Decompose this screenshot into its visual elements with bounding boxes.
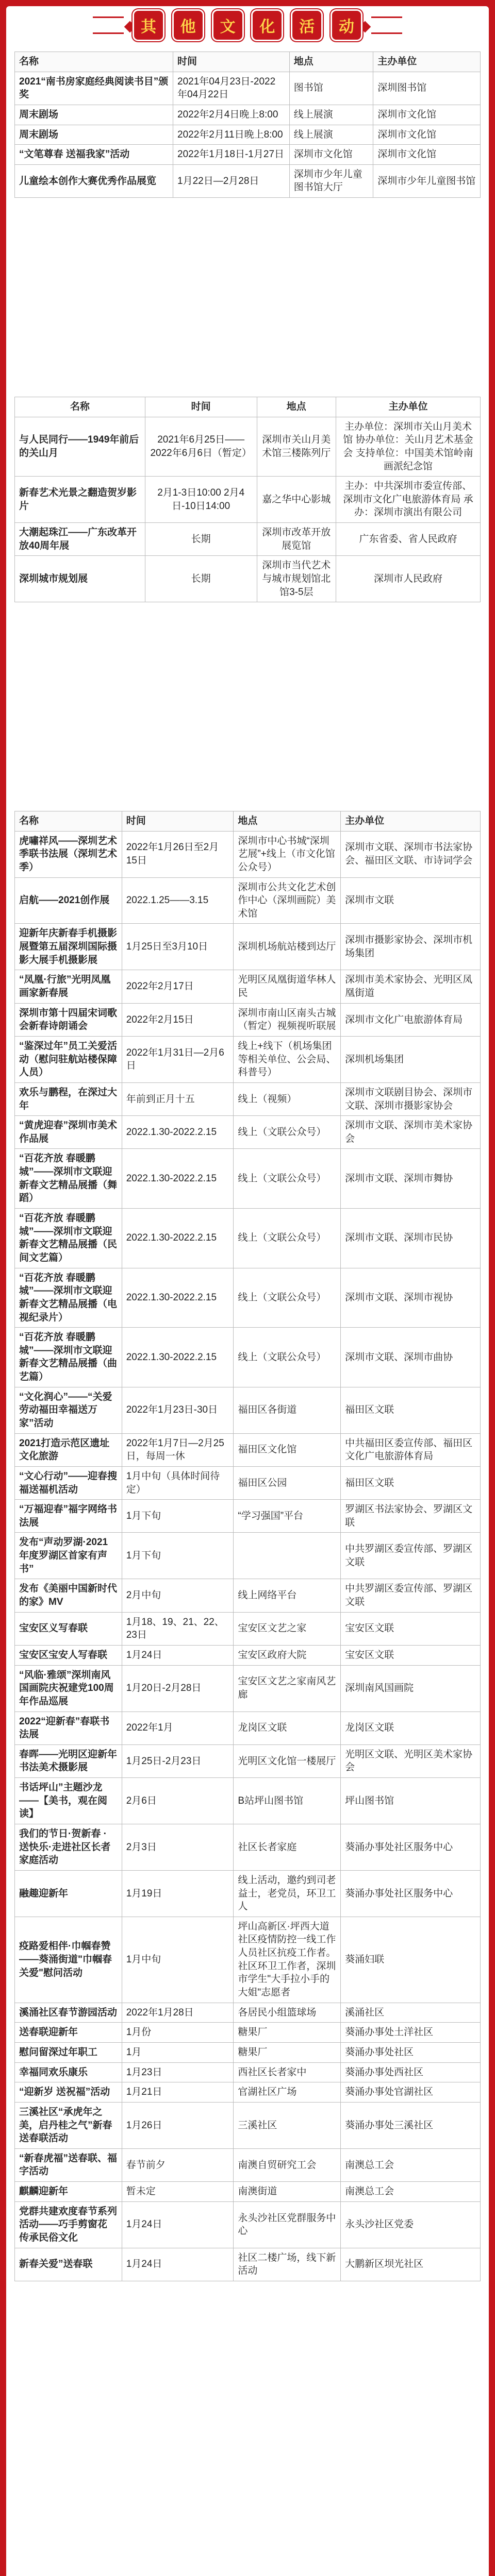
cell-name: “凤凰·行旅”光明凤凰画家新春展 [15,970,122,1003]
cell-time: 2022年1月28日 [122,2003,234,2023]
cell-time: 1月中旬（具体时间待定） [122,1466,234,1499]
title-char: 他 [174,11,203,40]
cell-name: “百花齐放 春暖鹏城”——深圳市文联迎新春文艺精品展播（民间文艺篇） [15,1209,122,1268]
column-header-location: 地点 [234,811,341,832]
cell-time: 2022.1.30-2022.2.15 [122,1149,234,1209]
cell-organizer: 南澳总工会 [341,2182,481,2202]
cell-location: 福田区文化馆 [234,1433,341,1466]
cell-time: 2022年1月 [122,1711,234,1744]
cell-name: 我们的节日·贺新春 · 送快乐·走进社区长者家庭活动 [15,1824,122,1871]
table-row [15,2062,481,2082]
cell-time: 1月24日 [122,2248,234,2281]
cell-organizer: 深圳市摄影家协会、深圳市机场集团 [341,924,481,970]
cell-organizer: 主办：中共深圳市委宣传部、深圳市文化广电旅游体育局 承办：深圳市演出有限公司 [336,477,481,523]
cell-organizer: 大鹏新区坝光社区 [341,2248,481,2281]
cell-name: 春晖——光明区迎新年书法美术摄影展 [15,1744,122,1777]
cell-time: 2022.1.30-2022.2.15 [122,1328,234,1387]
cell-time: 暂未定 [122,2182,234,2202]
table-row [15,1268,481,1328]
cell-organizer: 罗湖区书法家协会、罗湖区文联 [341,1500,481,1533]
table-row [15,2248,481,2281]
cell-organizer: 深圳市文联、深圳市美术家协会 [341,1116,481,1149]
events-table-2 [14,397,481,602]
cell-time: 2022.1.30-2022.2.15 [122,1268,234,1328]
cell-name: “新春虎福”送春联、福字活动 [15,2148,122,2181]
cell-time: 2022年1月26日至2月15日 [122,831,234,877]
section-header [93,7,402,43]
cell-location: 三溪社区 [234,2102,341,2148]
cell-organizer: 龙岗区文联 [341,1711,481,1744]
cell-organizer: 深圳市文联、深圳市曲协 [341,1328,481,1387]
table-row [15,2201,481,2248]
cell-organizer: 深圳市文联、深圳市视协 [341,1268,481,1328]
header-row [15,52,481,72]
table-row [15,417,481,477]
cell-location: 深圳机场航站楼到达厅 [234,924,341,970]
table-row [15,970,481,1003]
cell-location: 线上展演 [289,125,373,145]
cell-name: 2021“南书房家庭经典阅读书目”颁奖 [15,72,173,105]
cell-organizer: 葵涌妇联 [341,1917,481,2003]
cell-name: 欢乐与鹏程，在深过大年 [15,1082,122,1115]
cell-organizer: 深圳市人民政府 [336,556,481,602]
cell-organizer: 福田区文联 [341,1466,481,1499]
cell-time: 2022.1.25——3.15 [122,877,234,924]
cell-time: 年前到正月十五 [122,1082,234,1115]
cell-location: 线上+线下（机场集团等相关单位、公会局、科普号） [234,1036,341,1082]
cell-location: 龙岗区文联 [234,1711,341,1744]
cell-time: 2月1-3日10:00 2月4日-10日14:00 [145,477,257,523]
cell-location: 深圳市文化馆 [289,145,373,165]
cell-name: 慰问留深过年职工 [15,2042,122,2062]
cell-name: 宝安区义写春联 [15,1612,122,1645]
cell-organizer: 溪涌社区 [341,2003,481,2023]
table-header [15,811,481,832]
cell-location [234,1533,341,1579]
table-row [15,1533,481,1579]
cell-organizer: 葵涌办事处社区服务中心 [341,1870,481,1917]
section-title [134,7,361,43]
table-row [15,2182,481,2202]
cell-name: 周末剧场 [15,105,173,125]
cell-time: 春节前夕 [122,2148,234,2181]
cell-name: 党群共建欢度春节系列活动——巧手剪窗花 传承民俗文化 [15,2201,122,2248]
table-header [15,397,481,417]
cell-name: 麒麟迎新年 [15,2182,122,2202]
cell-location: 坪山高新区·坪西大道社区疫情防控一线工作人员社区抗疫工作者。社区环卫工作者，深圳市学生"大手拉小手的大姐"志愿者 [234,1917,341,2003]
cell-name: “黄虎迎春”深圳市美术作品展 [15,1116,122,1149]
cell-name: 周末剧场 [15,125,173,145]
table-row [15,1466,481,1499]
cell-location: 宝安区文艺之家南风艺廊 [234,1665,341,1711]
column-header-name: 名称 [15,397,145,417]
table-row [15,1387,481,1433]
cell-location: 糖果厂 [234,2023,341,2043]
table-row [15,72,481,105]
cell-organizer: 深圳机场集团 [341,1036,481,1082]
cell-organizer: 坪山图书馆 [341,1778,481,1824]
header-left-ornament [93,16,124,34]
cell-time: 2021年04月23日-2022年04月22日 [173,72,290,105]
table-row [15,1433,481,1466]
column-header-location: 地点 [257,397,336,417]
cell-organizer: 宝安区文联 [341,1612,481,1645]
cell-name: 大潮起珠江——广东改革开放40周年展 [15,523,145,556]
cell-location: B站坪山图书馆 [234,1778,341,1824]
cell-time: 2022年2月17日 [122,970,234,1003]
cell-location: 官湖社区广场 [234,2082,341,2103]
cell-location: 宝安区政府大院 [234,1645,341,1665]
column-header-name: 名称 [15,52,173,72]
cell-location: 各居民小组篮球场 [234,2003,341,2023]
column-header-location: 地点 [289,52,373,72]
cell-time: 1月26日 [122,2102,234,2148]
cell-location: 线上（文联公众号） [234,1268,341,1328]
table-row [15,2023,481,2043]
cell-name: 新春关爱”送春联 [15,2248,122,2281]
cell-location: 线上网络平台 [234,1579,341,1612]
cell-organizer: 南澳总工会 [341,2148,481,2181]
cell-organizer: 葵涌办事处官湖社区 [341,2082,481,2103]
cell-time: 2021年6月25日——2022年6月6日（暂定） [145,417,257,477]
table-row [15,145,481,165]
cell-location: 深圳市关山月美术馆三楼陈列厅 [257,417,336,477]
cell-name: 疫路爱相伴·巾帼春赞 ——葵涌街道"巾帼春关爱"慰问活动 [15,1917,122,2003]
cell-time: 2022年2月4日晚上8:00 [173,105,290,125]
table-row [15,1645,481,1665]
cell-organizer: 深圳市美术家协会、光明区凤凰街道 [341,970,481,1003]
cell-name: 2021打造示范区遗址文化旅游 [15,1433,122,1466]
cell-location: 线上展演 [289,105,373,125]
table-row [15,477,481,523]
cell-organizer: 深圳市文联剧目协会、深圳市文联、深圳市摄影家协会 [341,1082,481,1115]
cell-organizer: 深圳市文化广电旅游体育局 [341,1003,481,1036]
cell-location: 福田区各街道 [234,1387,341,1433]
cell-name: “万福迎春”福字网络书法展 [15,1500,122,1533]
cell-location: 深圳市公共文化艺术创作中心（深圳画院）美术馆 [234,877,341,924]
cell-organizer: 福田区文联 [341,1387,481,1433]
table-row [15,1116,481,1149]
cell-organizer: 中共罗湖区委宣传部、罗湖区文联 [341,1579,481,1612]
table-row [15,1209,481,1268]
cell-name: 宝安区宝安人写春联 [15,1645,122,1665]
cell-organizer: 深圳市少年儿童图书馆 [373,164,481,197]
cell-location: 光明区凤凰街道华林人民 [234,970,341,1003]
cell-location: 西社区长者家中 [234,2062,341,2082]
cell-organizer: 深圳市文联、深圳市民协 [341,1209,481,1268]
cell-organizer: 深圳市文化馆 [373,125,481,145]
cell-location: 永头沙社区党群服务中心 [234,2201,341,2248]
table-row [15,2042,481,2062]
table-row [15,2148,481,2181]
cell-organizer: 深圳市文化馆 [373,145,481,165]
cell-name: 发布《美丽中国新时代的家》MV [15,1579,122,1612]
table-row [15,1870,481,1917]
cell-name: 与人民同行——1949年前后的关山月 [15,417,145,477]
cell-time: 2022年2月15日 [122,1003,234,1036]
cell-location: 嘉之华中心影城 [257,477,336,523]
events-table-1 [14,52,481,198]
header-row [15,397,481,417]
cell-time: 2022.1.30-2022.2.15 [122,1209,234,1268]
cell-name: “鉴深过年”员工关爱活动（慰问驻航站楼保障人员） [15,1036,122,1082]
cell-location: 深圳市改革开放展览馆 [257,523,336,556]
table-row [15,1500,481,1533]
table-row [15,1917,481,2003]
cell-time: 2022.1.30-2022.2.15 [122,1116,234,1149]
cell-organizer: 葵涌办事处西社区 [341,2062,481,2082]
cell-organizer: 葵涌办事处三溪社区 [341,2102,481,2148]
header-right-ornament [371,16,402,34]
cell-location: 深圳市少年儿童图书馆大厅 [289,164,373,197]
column-header-organizer: 主办单位 [341,811,481,832]
table-row [15,1149,481,1209]
cell-organizer: 中共福田区委宣传部、福田区文化广电旅游体育局 [341,1433,481,1466]
cell-name: “迎新岁 送祝福”活动 [15,2082,122,2103]
cell-time: 2月3日 [122,1824,234,1871]
cell-time: 1月下旬 [122,1500,234,1533]
cell-organizer: 葵涌办事处社区服务中心 [341,1824,481,1871]
diamond-ornament-icon [359,21,371,33]
cell-location: 线上（文联公众号） [234,1116,341,1149]
table-row [15,556,481,602]
cell-location: 社区二楼广场，线下新活动 [234,2248,341,2281]
cell-time: 1月24日 [122,1645,234,1665]
cell-name: 深圳城市规划展 [15,556,145,602]
cell-organizer: 宝安区文联 [341,1645,481,1665]
cell-location: 线上（视频） [234,1082,341,1115]
cell-name: 启航——2021创作展 [15,877,122,924]
table-row [15,877,481,924]
cell-time: 2月中旬 [122,1579,234,1612]
cell-time: 1月份 [122,2023,234,2043]
cell-organizer: 深圳市文联 [341,877,481,924]
cell-time: 1月 [122,2042,234,2062]
cell-time: 1月21日 [122,2082,234,2103]
cell-time: 1月24日 [122,2201,234,2248]
cell-name: 幸福同欢乐康乐 [15,2062,122,2082]
cell-name: “文化润心”——“关爱劳动福田幸福送万家”活动 [15,1387,122,1433]
cell-location: 图书馆 [289,72,373,105]
table-row [15,164,481,197]
title-char: 其 [134,11,163,40]
cell-time: 长期 [145,523,257,556]
column-header-organizer: 主办单位 [336,397,481,417]
cell-name: 送春联迎新年 [15,2023,122,2043]
cell-name: “百花齐放 春暖鹏城”——深圳市文联迎新春文艺精品展播（电视纪录片） [15,1268,122,1328]
table-row [15,924,481,970]
cell-location: 南澳自贸研究工会 [234,2148,341,2181]
column-header-time: 时间 [173,52,290,72]
cell-location: 线上（文联公众号） [234,1209,341,1268]
table-row [15,105,481,125]
table-row [15,1665,481,1711]
cell-name: 三溪社区“承虎年之美，启丹桂之气”新春送春联活动 [15,2102,122,2148]
cell-time: 1月中旬 [122,1917,234,2003]
cell-location: 深圳市中心书城“深圳艺展”+线上（市文化馆公众号） [234,831,341,877]
table-row [15,125,481,145]
cell-time: 2月6日 [122,1778,234,1824]
cell-name: 深圳市第十四届宋词歌会新春诗朗诵会 [15,1003,122,1036]
cell-time: 1月25日-2月23日 [122,1744,234,1777]
title-char: 化 [253,11,282,40]
table-row [15,1003,481,1036]
table-row [15,831,481,877]
table-row [15,1744,481,1777]
cell-organizer: 永头沙社区党委 [341,2201,481,2248]
table-row [15,1824,481,1871]
cell-location: “学习强国”平台 [234,1500,341,1533]
cell-name: 新春艺术光景之翻造贺岁影片 [15,477,145,523]
title-char: 动 [332,11,361,40]
column-header-organizer: 主办单位 [373,52,481,72]
cell-name: “文心行动”——迎春搜福送福机活动 [15,1466,122,1499]
cell-name: 融趣迎新年 [15,1870,122,1917]
cell-organizer: 深圳南风国画院 [341,1665,481,1711]
cell-location: 光明区文化馆一楼展厅 [234,1744,341,1777]
cell-organizer: 深圳市文联、深圳市舞协 [341,1149,481,1209]
cell-time: 1月25日至3月10日 [122,924,234,970]
cell-time: 2022年1月31日—2月6日 [122,1036,234,1082]
title-char: 文 [213,11,242,40]
cell-name: “百花齐放 春暖鹏城”——深圳市文联迎新春文艺精品展播（舞蹈） [15,1149,122,1209]
table-body [15,417,481,602]
table-row [15,2003,481,2023]
table-row [15,2082,481,2103]
cell-location: 福田区公园 [234,1466,341,1499]
table-row [15,1328,481,1387]
header-row [15,811,481,832]
cell-name: 迎新年庆新春手机摄影展暨第五届深圳国际摄影大展手机摄影展 [15,924,122,970]
cell-organizer: 深圳市文化馆 [373,105,481,125]
table-body [15,72,481,197]
cell-organizer: 光明区文联、光明区美术家协会 [341,1744,481,1777]
table-row [15,1778,481,1824]
column-header-name: 名称 [15,811,122,832]
cell-time: 2022年1月23日-30日 [122,1387,234,1433]
cell-organizer: 广东省委、省人民政府 [336,523,481,556]
cell-name: 发布“声动罗湖·2021年度罗湖区首家有声书” [15,1533,122,1579]
cell-time: 2022年1月7日—2月25日，每周一休 [122,1433,234,1466]
cell-location: 糖果厂 [234,2042,341,2062]
cell-location: 线上（文联公众号） [234,1149,341,1209]
cell-time: 1月19日 [122,1870,234,1917]
table-row [15,1612,481,1645]
events-table-3 [14,811,481,2281]
cell-organizer: 葵涌办事处社区 [341,2042,481,2062]
cell-time: 2022年2月11日晚上8:00 [173,125,290,145]
table-row [15,2102,481,2148]
table-row [15,1082,481,1115]
cell-location: 线上（文联公众号） [234,1328,341,1387]
cell-time: 1月23日 [122,2062,234,2082]
cell-name: 儿童绘本创作大赛优秀作品展览 [15,164,173,197]
column-header-time: 时间 [145,397,257,417]
cell-organizer: 葵涌办事处土洋社区 [341,2023,481,2043]
cell-location: 社区长者家庭 [234,1824,341,1871]
cell-time: 1月20日-2月28日 [122,1665,234,1711]
cell-time: 1月18、19、21、22、23日 [122,1612,234,1645]
cell-organizer: 深圳市文联、深圳市书法家协会、福田区文联、市诗词学会 [341,831,481,877]
cell-name: “风临·雅颂”深圳南风国画院庆祝建党100周年作品巡展 [15,1665,122,1711]
cell-time: 1月下旬 [122,1533,234,1579]
cell-location: 宝安区文艺之家 [234,1612,341,1645]
cell-name: 虎嘯祥风——深圳艺术季联书法展（深圳艺术季） [15,831,122,877]
column-header-time: 时间 [122,811,234,832]
cell-organizer: 中共罗湖区委宣传部、罗湖区文联 [341,1533,481,1579]
cell-location: 深圳市南山区南头古城（暂定）视频视听联展 [234,1003,341,1036]
cell-organizer: 深圳图书馆 [373,72,481,105]
table-row [15,1711,481,1744]
table-row [15,523,481,556]
cell-location: 深圳市当代艺术与城市规划馆北馆3-5层 [257,556,336,602]
title-char: 活 [292,11,321,40]
cell-name: “文笔尊春 送福我家”活动 [15,145,173,165]
table-row [15,1579,481,1612]
table-header [15,52,481,72]
table-row [15,1036,481,1082]
cell-time: 长期 [145,556,257,602]
cell-location: 线上活动，邀约到司老益士，老党员，环卫工人 [234,1870,341,1917]
cell-name: 2022“迎新春”春联书法展 [15,1711,122,1744]
cell-time: 1月22日—2月28日 [173,164,290,197]
table-body [15,831,481,2281]
cell-location: 南澳街道 [234,2182,341,2202]
cell-time: 2022年1月18日-1月27日 [173,145,290,165]
cell-name: 书话坪山”主题沙龙——【美书，观在阅读】 [15,1778,122,1824]
cell-organizer: 主办单位：深圳市关山月美术馆 协办单位：关山月艺术基金会 支持单位：中国美术馆岭南画派纪念馆 [336,417,481,477]
cell-name: 溪涌社区春节游园活动 [15,2003,122,2023]
cell-name: “百花齐放 春暖鹏城”——深圳市文联迎新春文艺精品展播（曲艺篇） [15,1328,122,1387]
